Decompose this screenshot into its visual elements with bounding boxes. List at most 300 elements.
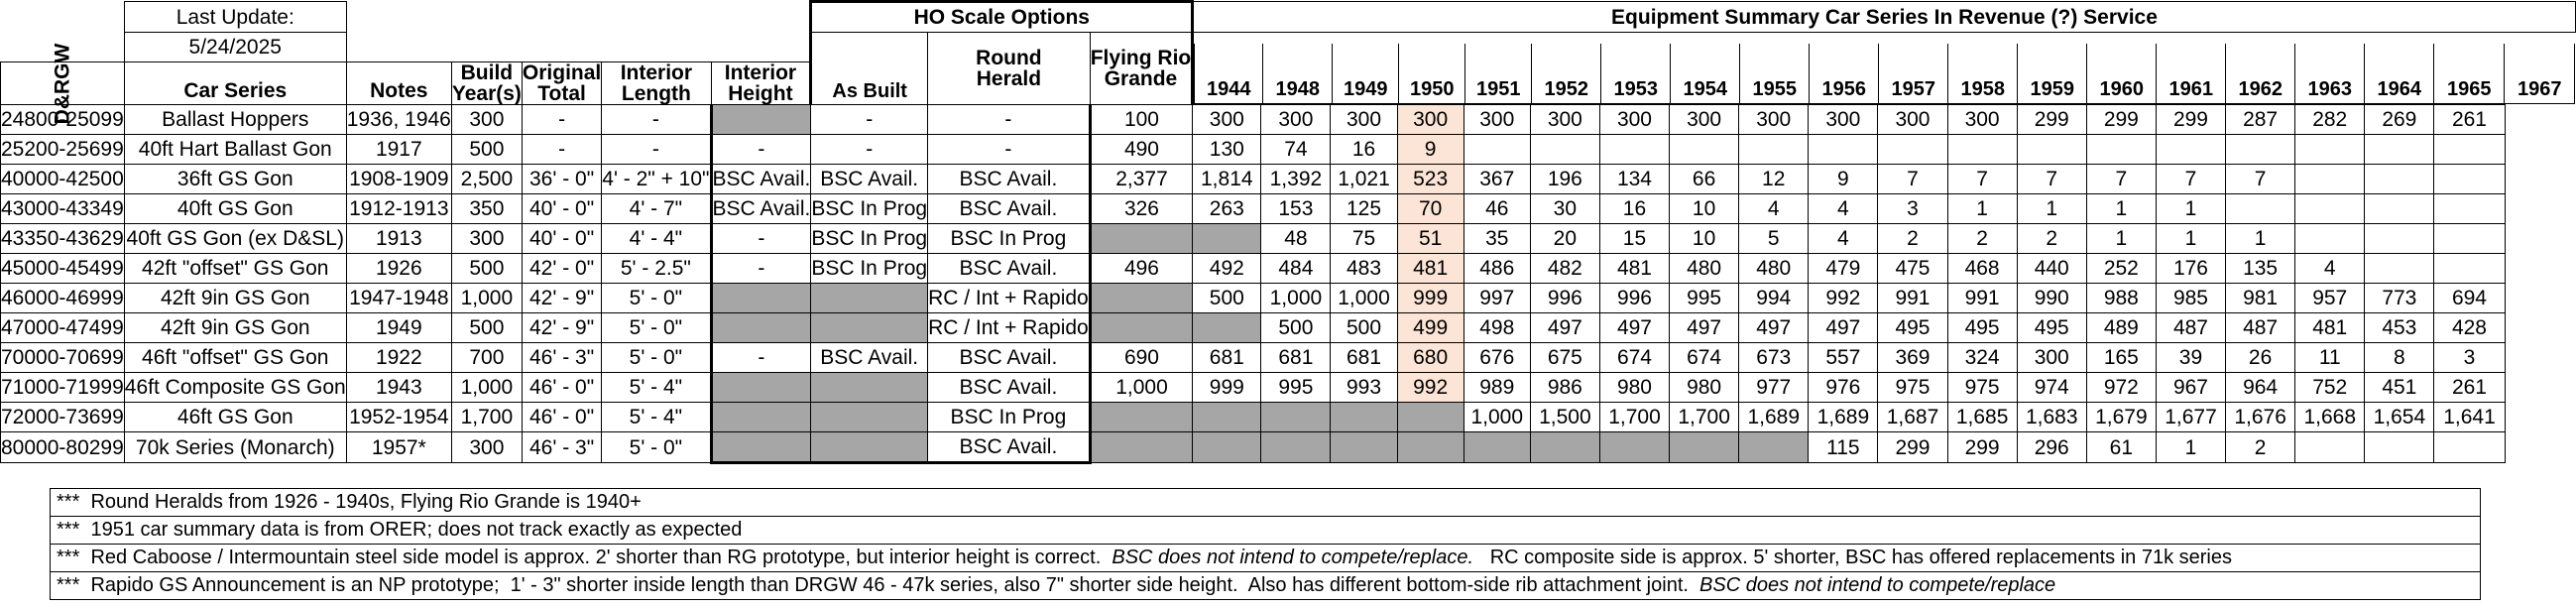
count-cell-1953: 300 (1530, 105, 1599, 135)
count-cell-1964: 11 (2295, 343, 2365, 373)
count-cell-1948: 1,814 (1193, 165, 1261, 194)
interior-height-cell: 5' - 2.5" (602, 254, 711, 284)
count-cell-1958: 475 (1878, 254, 1947, 284)
count-cell-1959: 299 (1947, 432, 2017, 463)
count-cell-1967: 694 (2434, 284, 2505, 313)
interior-height-cell: 5' - 0" (602, 313, 711, 343)
count-cell-1967 (2434, 224, 2505, 254)
count-cell-1950: 1,021 (1331, 165, 1397, 194)
count-cell-1958: 495 (1878, 313, 1947, 343)
count-cell-1944: 496 (1090, 254, 1193, 284)
count-cell-1958: 3 (1878, 194, 1947, 224)
original-total-cell: 300 (451, 105, 522, 135)
flying-rio-grande-cell: BSC Avail. (928, 432, 1091, 463)
car-series-cell: 46000-46999 (1, 284, 125, 313)
count-cell-1961: 165 (2086, 343, 2156, 373)
round-herald-cell (811, 373, 928, 403)
notes-cell: 42ft 9in GS Gon (124, 284, 346, 313)
year-header-1967: 1967 (2505, 44, 2575, 104)
count-cell-1960: 495 (2017, 313, 2086, 343)
count-cell-1952 (1464, 135, 1530, 165)
table-row (0, 254, 2575, 284)
year-header-1954: 1954 (1671, 44, 1740, 104)
count-cell-1951 (1397, 403, 1464, 432)
count-cell-1954: 980 (1599, 373, 1669, 403)
footnote (51, 545, 2481, 572)
interior-length-cell: 46' - 3" (522, 432, 601, 463)
flying-rio-grande-cell: BSC Avail. (928, 194, 1091, 224)
count-cell-1952: 300 (1464, 105, 1530, 135)
count-cell-1964 (2295, 432, 2365, 463)
year-header-1944: 1944 (1195, 44, 1263, 104)
count-cell-1960: 2 (2017, 224, 2086, 254)
count-cell-1964 (2295, 194, 2365, 224)
count-cell-1965: 8 (2365, 343, 2434, 373)
count-cell-1961: 988 (2086, 284, 2156, 313)
count-cell-1965 (2365, 135, 2434, 165)
count-cell-1948 (1193, 432, 1261, 463)
notes-cell: 42ft 9in GS Gon (124, 313, 346, 343)
count-cell-1944: 690 (1090, 343, 1193, 373)
year-header-1952: 1952 (1532, 44, 1601, 104)
as-built-cell: - (711, 254, 811, 284)
count-cell-1954 (1599, 135, 1669, 165)
year-header-1959: 1959 (2018, 44, 2087, 104)
count-cell-1949: 500 (1261, 313, 1331, 343)
interior-height-cell: 5' - 0" (602, 343, 711, 373)
count-cell-1959: 7 (1947, 165, 2017, 194)
count-cell-1965 (2365, 165, 2434, 194)
notes-cell: 46ft "offset" GS Gon (124, 343, 346, 373)
count-cell-1953 (1530, 432, 1599, 463)
count-cell-1954: 134 (1599, 165, 1669, 194)
count-cell-1944: 2,377 (1090, 165, 1193, 194)
year-header-1965: 1965 (2434, 44, 2505, 104)
as-built-cell (711, 432, 811, 463)
interior-length-cell: - (522, 105, 601, 135)
count-cell-1965 (2365, 254, 2434, 284)
count-cell-1953: 675 (1530, 343, 1599, 373)
count-cell-1944: 1,000 (1090, 373, 1193, 403)
notes-cell: 40ft GS Gon (124, 194, 346, 224)
count-cell-1955: 10 (1670, 224, 1739, 254)
count-cell-1964: 1,668 (2295, 403, 2365, 432)
round-herald-cell: BSC Avail. (811, 165, 928, 194)
count-cell-1964: 752 (2295, 373, 2365, 403)
count-cell-1965: 269 (2365, 105, 2434, 135)
count-cell-1956: 673 (1739, 343, 1809, 373)
count-cell-1963: 1,676 (2226, 403, 2295, 432)
count-cell-1944: 100 (1090, 105, 1193, 135)
original-total-cell: 350 (451, 194, 522, 224)
count-cell-1952: 367 (1464, 165, 1530, 194)
count-cell-1965: 773 (2365, 284, 2434, 313)
car-series-cell: 71000-71999 (1, 373, 125, 403)
count-cell-1961: 252 (2086, 254, 2156, 284)
count-cell-1954: 15 (1599, 224, 1669, 254)
count-cell-1949 (1261, 403, 1331, 432)
count-cell-1959: 991 (1947, 284, 2017, 313)
count-cell-1967 (2434, 135, 2505, 165)
count-cell-1965 (2365, 432, 2434, 463)
count-cell-1952 (1464, 432, 1530, 463)
count-cell-1953 (1530, 135, 1599, 165)
count-cell-1961: 972 (2086, 373, 2156, 403)
flying-rio-grande-cell: - (928, 135, 1091, 165)
count-cell-1952: 498 (1464, 313, 1530, 343)
count-cell-1948 (1193, 403, 1261, 432)
interior-length-cell: 42' - 9" (522, 284, 601, 313)
count-cell-1957: 497 (1809, 313, 1878, 343)
count-cell-1954: 16 (1599, 194, 1669, 224)
count-cell-1956: 12 (1739, 165, 1809, 194)
count-cell-1961: 489 (2086, 313, 2156, 343)
count-cell-1962: 39 (2156, 343, 2225, 373)
count-cell-1962: 299 (2156, 105, 2225, 135)
table-row (0, 165, 2575, 194)
table-row (0, 343, 2575, 373)
count-cell-1954 (1599, 432, 1669, 463)
round-herald-cell: - (811, 135, 928, 165)
count-cell-1958 (1878, 135, 1947, 165)
count-cell-1949: 995 (1261, 373, 1331, 403)
count-cell-1955: 497 (1670, 313, 1739, 343)
as-built-cell (711, 403, 811, 432)
count-cell-1965 (2365, 194, 2434, 224)
count-cell-1953: 986 (1530, 373, 1599, 403)
count-cell-1949: 153 (1261, 194, 1331, 224)
height-header-2: Height (728, 82, 793, 105)
count-cell-1957: 557 (1809, 343, 1878, 373)
footnote-italic: BSC does not intend to compete/replace (1699, 574, 2056, 596)
count-cell-1956 (1739, 135, 1809, 165)
count-cell-1959: 495 (1947, 313, 2017, 343)
count-cell-1953: 482 (1530, 254, 1599, 284)
round-herald-cell: BSC In Prog (811, 254, 928, 284)
count-cell-1944 (1090, 432, 1193, 463)
count-cell-1964 (2295, 224, 2365, 254)
count-cell-1949: 681 (1261, 343, 1331, 373)
count-cell-1953: 20 (1530, 224, 1599, 254)
count-cell-1956: 480 (1739, 254, 1809, 284)
table-row (0, 135, 2575, 165)
notes-cell: Ballast Hoppers (124, 105, 346, 135)
original-total-cell: 1,000 (451, 284, 522, 313)
car-series-cell: 80000-80299 (1, 432, 125, 463)
flying-rio-grande-cell: RC / Int + Rapido (928, 284, 1091, 313)
count-cell-1951: 300 (1397, 105, 1464, 135)
count-cell-1962: 1,677 (2156, 403, 2225, 432)
as-built-header: As Built (832, 80, 907, 102)
count-cell-1950: 1,000 (1331, 284, 1397, 313)
count-cell-1964: 4 (2295, 254, 2365, 284)
count-cell-1949: 300 (1261, 105, 1331, 135)
interior-height-cell: 4' - 2" + 10" (602, 165, 711, 194)
count-cell-1956: 497 (1739, 313, 1809, 343)
count-cell-1953: 497 (1530, 313, 1599, 343)
count-cell-1948: 500 (1193, 284, 1261, 313)
footnote (51, 572, 2481, 600)
interior-length-cell: 36' - 0" (522, 165, 601, 194)
flying-rio-grande-cell: BSC Avail. (928, 165, 1091, 194)
count-cell-1960: 990 (2017, 284, 2086, 313)
count-cell-1965 (2365, 224, 2434, 254)
flying-rio-grande-cell: BSC In Prog (928, 403, 1091, 432)
year-header-1960: 1960 (2087, 44, 2157, 104)
count-cell-1963: 1 (2226, 224, 2295, 254)
count-cell-1944 (1090, 284, 1193, 313)
count-cell-1956: 5 (1739, 224, 1809, 254)
table-row (0, 105, 2575, 135)
table-row (0, 432, 2575, 463)
count-cell-1963: 7 (2226, 165, 2295, 194)
original-total-cell: 300 (451, 224, 522, 254)
interior-height-cell: 5' - 4" (602, 373, 711, 403)
count-cell-1962: 967 (2156, 373, 2225, 403)
count-cell-1963: 981 (2226, 284, 2295, 313)
count-cell-1952: 1,000 (1464, 403, 1530, 432)
count-cell-1950: 16 (1331, 135, 1397, 165)
as-built-cell: - (711, 224, 811, 254)
count-cell-1951: 9 (1397, 135, 1464, 165)
count-cell-1956: 300 (1739, 105, 1809, 135)
count-cell-1957: 9 (1809, 165, 1878, 194)
footnote-text: *** Red Caboose / Intermountain steel side model is approx. 2' shorter than RG prototype, but interior height is correct. (57, 547, 1112, 568)
as-built-cell (711, 105, 811, 135)
car-series-cell: 43350-43629 (1, 224, 125, 254)
count-cell-1967 (2434, 165, 2505, 194)
count-cell-1958: 991 (1878, 284, 1947, 313)
count-cell-1964: 957 (2295, 284, 2365, 313)
table-row (0, 224, 2575, 254)
table-row (0, 194, 2575, 224)
notes-cell: 46ft Composite GS Gon (124, 373, 346, 403)
count-cell-1952: 989 (1464, 373, 1530, 403)
car-series-cell: 72000-73699 (1, 403, 125, 432)
count-cell-1950: 483 (1331, 254, 1397, 284)
as-built-cell (711, 284, 811, 313)
build-years-cell: 1952-1954 (346, 403, 451, 432)
count-cell-1957: 4 (1809, 224, 1878, 254)
original-total-cell: 1,000 (451, 373, 522, 403)
count-cell-1958: 299 (1878, 432, 1947, 463)
footnotes-table (50, 488, 2481, 600)
year-header-1961: 1961 (2157, 44, 2226, 104)
count-cell-1957: 976 (1809, 373, 1878, 403)
count-cell-1955 (1670, 135, 1739, 165)
count-cell-1951: 51 (1397, 224, 1464, 254)
count-cell-1951: 523 (1397, 165, 1464, 194)
count-cell-1956: 977 (1739, 373, 1809, 403)
count-cell-1962 (2156, 135, 2225, 165)
build-years-cell: 1913 (346, 224, 451, 254)
ho-scale-header: HO Scale Options (811, 2, 1193, 33)
count-cell-1960: 296 (2017, 432, 2086, 463)
count-cell-1957 (1809, 135, 1878, 165)
flying-rio-grande-cell: - (928, 105, 1091, 135)
count-cell-1950: 993 (1331, 373, 1397, 403)
count-cell-1951: 481 (1397, 254, 1464, 284)
notes-cell: 40ft Hart Ballast Gon (124, 135, 346, 165)
build-years-cell: 1917 (346, 135, 451, 165)
count-cell-1951: 992 (1397, 373, 1464, 403)
car-series-header: Car Series (124, 62, 346, 105)
count-cell-1953: 996 (1530, 284, 1599, 313)
count-cell-1958: 2 (1878, 224, 1947, 254)
count-cell-1955: 674 (1670, 343, 1739, 373)
count-cell-1960: 1 (2017, 194, 2086, 224)
count-cell-1958: 975 (1878, 373, 1947, 403)
build-years-cell: 1912-1913 (346, 194, 451, 224)
count-cell-1962: 1 (2156, 432, 2225, 463)
count-cell-1952: 676 (1464, 343, 1530, 373)
count-cell-1951 (1397, 432, 1464, 463)
table-row (0, 373, 2575, 403)
count-cell-1950 (1331, 432, 1397, 463)
count-cell-1963: 287 (2226, 105, 2295, 135)
count-cell-1961: 1 (2086, 194, 2156, 224)
interior-height-cell: 5' - 4" (602, 403, 711, 432)
count-cell-1948: 681 (1193, 343, 1261, 373)
as-built-cell: - (711, 343, 811, 373)
summary-header: Equipment Summary Car Series In Revenue (?) Service (1193, 2, 2576, 33)
count-cell-1967 (2434, 254, 2505, 284)
footnote-text: *** Round Heralds from 1926 - 1940s, Flying Rio Grande is 1940+ (57, 491, 642, 513)
notes-cell: 40ft GS Gon (ex D&SL) (124, 224, 346, 254)
count-cell-1963 (2226, 135, 2295, 165)
notes-header: Notes (346, 62, 451, 105)
count-cell-1950 (1331, 403, 1397, 432)
count-cell-1949: 1,392 (1261, 165, 1331, 194)
build-years-cell: 1947-1948 (346, 284, 451, 313)
year-header-1955: 1955 (1740, 44, 1810, 104)
round-header-2: Herald (976, 67, 1042, 90)
count-cell-1967 (2434, 194, 2505, 224)
count-cell-1956: 4 (1739, 194, 1809, 224)
count-cell-1955: 1,700 (1670, 403, 1739, 432)
interior-length-cell: 46' - 3" (522, 343, 601, 373)
original-total-cell: 300 (451, 432, 522, 463)
count-cell-1950: 500 (1331, 313, 1397, 343)
count-cell-1944: 490 (1090, 135, 1193, 165)
flying-rio-grande-cell: BSC In Prog (928, 224, 1091, 254)
count-cell-1967: 261 (2434, 105, 2505, 135)
count-cell-1949: 1,000 (1261, 284, 1331, 313)
year-header-1948: 1948 (1263, 44, 1333, 104)
count-cell-1963: 487 (2226, 313, 2295, 343)
original-total-cell: 500 (451, 254, 522, 284)
count-cell-1967: 261 (2434, 373, 2505, 403)
flying-rio-grande-cell: BSC Avail. (928, 343, 1091, 373)
count-cell-1961: 1,679 (2086, 403, 2156, 432)
build-header-1: Build (460, 61, 514, 84)
count-cell-1954: 1,700 (1599, 403, 1669, 432)
year-header-1949: 1949 (1333, 44, 1399, 104)
table-row (0, 403, 2575, 432)
count-cell-1955: 995 (1670, 284, 1739, 313)
count-cell-1961: 1 (2086, 224, 2156, 254)
count-cell-1952: 486 (1464, 254, 1530, 284)
count-cell-1951: 499 (1397, 313, 1464, 343)
count-cell-1953: 196 (1530, 165, 1599, 194)
interior-length-cell: 42' - 0" (522, 254, 601, 284)
car-series-cell: 45000-45499 (1, 254, 125, 284)
as-built-cell: - (711, 135, 811, 165)
count-cell-1950: 75 (1331, 224, 1397, 254)
build-years-cell: 1926 (346, 254, 451, 284)
count-cell-1949: 48 (1261, 224, 1331, 254)
round-herald-cell (811, 284, 928, 313)
count-cell-1950: 300 (1331, 105, 1397, 135)
count-cell-1963 (2226, 194, 2295, 224)
interior-length-cell: 46' - 0" (522, 403, 601, 432)
count-cell-1954: 674 (1599, 343, 1669, 373)
count-cell-1954: 481 (1599, 254, 1669, 284)
year-header-1958: 1958 (1948, 44, 2018, 104)
count-cell-1953: 1,500 (1530, 403, 1599, 432)
count-cell-1961: 7 (2086, 165, 2156, 194)
original-total-cell: 700 (451, 343, 522, 373)
count-cell-1958: 300 (1878, 105, 1947, 135)
count-cell-1960: 299 (2017, 105, 2086, 135)
build-header-2: Year(s) (451, 82, 522, 105)
count-cell-1958: 7 (1878, 165, 1947, 194)
count-cell-1955: 300 (1670, 105, 1739, 135)
count-cell-1952: 35 (1464, 224, 1530, 254)
count-cell-1959: 1 (1947, 194, 2017, 224)
footnote-italic: BSC does not intend to compete/replace. (1112, 547, 1474, 568)
year-header-1956: 1956 (1810, 44, 1879, 104)
count-cell-1960 (2017, 135, 2086, 165)
count-cell-1956: 1,689 (1739, 403, 1809, 432)
height-header-1: Interior (724, 61, 797, 84)
count-cell-1955: 66 (1670, 165, 1739, 194)
round-herald-cell: BSC In Prog (811, 224, 928, 254)
count-cell-1959: 2 (1947, 224, 2017, 254)
count-cell-1965: 453 (2365, 313, 2434, 343)
total-header-2: Total (537, 82, 586, 105)
car-series-cell: 24800-25099 (1, 105, 125, 135)
count-cell-1963: 964 (2226, 373, 2295, 403)
footnote (51, 489, 2481, 517)
count-cell-1962: 176 (2156, 254, 2225, 284)
year-header-1962: 1962 (2226, 44, 2295, 104)
count-cell-1955: 980 (1670, 373, 1739, 403)
round-herald-cell: BSC In Prog (811, 194, 928, 224)
interior-height-cell: - (602, 105, 711, 135)
count-cell-1957: 992 (1809, 284, 1878, 313)
round-header-1: Round (976, 47, 1042, 69)
car-series-cell: 47000-47499 (1, 313, 125, 343)
count-cell-1956 (1739, 432, 1809, 463)
footnote-tail: RC composite side is approx. 5' shorter, BSC has offered replacements in 71k series (1473, 547, 2232, 568)
frg-header-1: Flying Rio (1090, 47, 1192, 69)
count-cell-1958: 369 (1878, 343, 1947, 373)
count-cell-1961 (2086, 135, 2156, 165)
car-series-cell: 43000-43349 (1, 194, 125, 224)
interior-length-cell: 40' - 0" (522, 224, 601, 254)
interior-length-cell: - (522, 135, 601, 165)
count-cell-1963: 135 (2226, 254, 2295, 284)
total-header-1: Original (522, 61, 602, 84)
count-cell-1963: 26 (2226, 343, 2295, 373)
count-cell-1963: 2 (2226, 432, 2295, 463)
count-cell-1956: 994 (1739, 284, 1809, 313)
count-cell-1948: 300 (1193, 105, 1261, 135)
build-years-cell: 1949 (346, 313, 451, 343)
build-years-cell: 1922 (346, 343, 451, 373)
interior-length-cell: 40' - 0" (522, 194, 601, 224)
